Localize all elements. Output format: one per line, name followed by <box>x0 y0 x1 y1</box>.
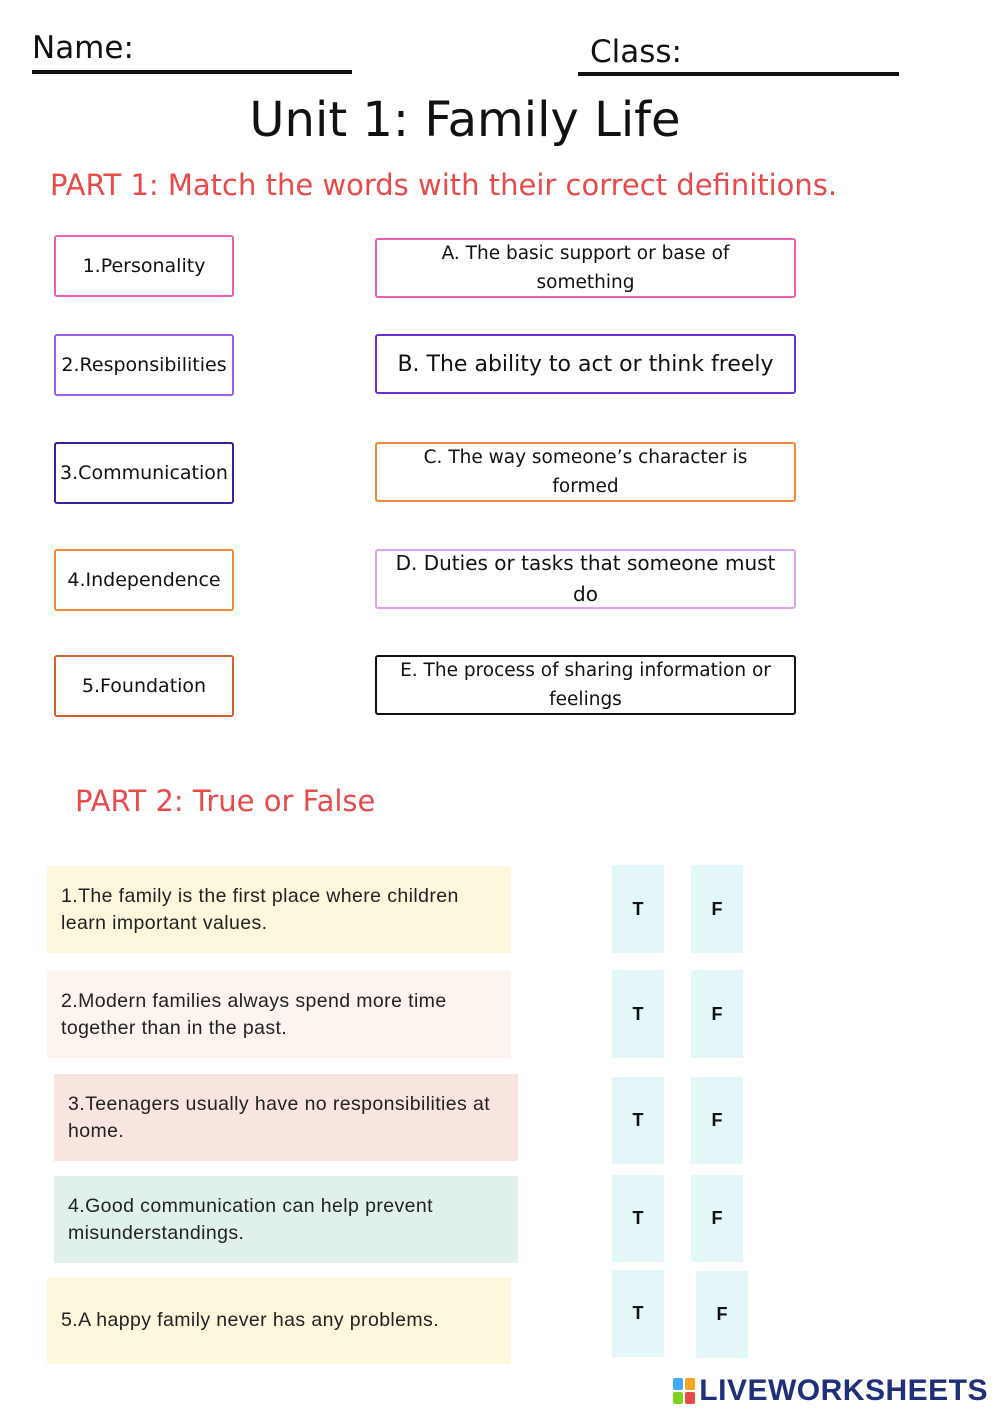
definition-text: D. Duties or tasks that someone must do <box>395 551 776 606</box>
liveworksheets-mark-icon <box>673 1378 695 1404</box>
statement-text: 2.Modern families always spend more time together than in the past. <box>61 989 447 1039</box>
true-option-4[interactable]: T <box>612 1175 664 1262</box>
brand-mark-block <box>685 1378 695 1390</box>
statement-2 <box>47 971 511 1058</box>
class-line[interactable] <box>578 72 899 76</box>
class-label: Class: <box>590 34 683 70</box>
brand-mark-block <box>673 1392 683 1404</box>
word-box-1[interactable] <box>54 235 234 297</box>
definition-box-c[interactable] <box>375 442 796 502</box>
name-line[interactable] <box>32 70 352 74</box>
statement-text: 3.Teenagers usually have no responsibilities at home. <box>68 1092 491 1142</box>
false-option-5[interactable]: F <box>696 1271 748 1358</box>
definition-text: C. The way someone’s character is formed <box>423 447 748 497</box>
definition-box-a[interactable] <box>375 238 796 298</box>
word-box-2[interactable] <box>54 334 234 396</box>
word-box-4[interactable] <box>54 549 234 611</box>
word-label: 5.Foundation <box>81 675 207 697</box>
part2-title: PART 2: True or False <box>75 784 376 818</box>
word-label: 3.Communication <box>60 462 228 484</box>
definition-text: A. The basic support or base of something <box>441 243 730 293</box>
statement-text: 1.The family is the first place where children learn important values. <box>61 884 459 934</box>
false-option-4[interactable]: F <box>691 1175 743 1262</box>
false-option-2[interactable]: F <box>691 970 743 1058</box>
definition-box-d[interactable] <box>375 549 796 609</box>
word-label: 1.Personality <box>82 255 206 277</box>
word-label: 4.Independence <box>67 569 221 591</box>
statement-text: 4.Good communication can help prevent misunderstandings. <box>68 1194 433 1244</box>
true-option-1[interactable]: T <box>612 865 664 953</box>
brand-mark-block <box>673 1378 683 1390</box>
statement-text: 5.A happy family never has any problems. <box>61 1309 440 1331</box>
false-option-3[interactable]: F <box>691 1077 743 1164</box>
statement-4 <box>54 1176 518 1263</box>
word-box-3[interactable] <box>54 442 234 504</box>
statement-5 <box>47 1277 511 1364</box>
brand-name: LIVEWORKSHEETS <box>699 1374 988 1407</box>
definition-box-e[interactable] <box>375 655 796 715</box>
false-option-1[interactable]: F <box>691 865 743 953</box>
page-title: Unit 1: Family Life <box>249 92 681 148</box>
liveworksheets-logo <box>673 1374 988 1408</box>
true-option-3[interactable]: T <box>612 1077 664 1164</box>
definition-text: E. The process of sharing information or feelings <box>400 660 771 710</box>
definition-text: B. The ability to act or think freely <box>397 351 774 377</box>
brand-mark-block <box>685 1392 695 1404</box>
true-option-5[interactable]: T <box>612 1270 664 1357</box>
name-label: Name: <box>32 30 134 66</box>
definition-box-b[interactable] <box>375 334 796 394</box>
word-box-5[interactable] <box>54 655 234 717</box>
part1-title: PART 1: Match the words with their correct definitions. <box>50 168 838 202</box>
word-label: 2.Responsibilities <box>61 354 227 376</box>
true-option-2[interactable]: T <box>612 970 664 1058</box>
statement-1 <box>47 866 511 953</box>
statement-3 <box>54 1074 518 1161</box>
